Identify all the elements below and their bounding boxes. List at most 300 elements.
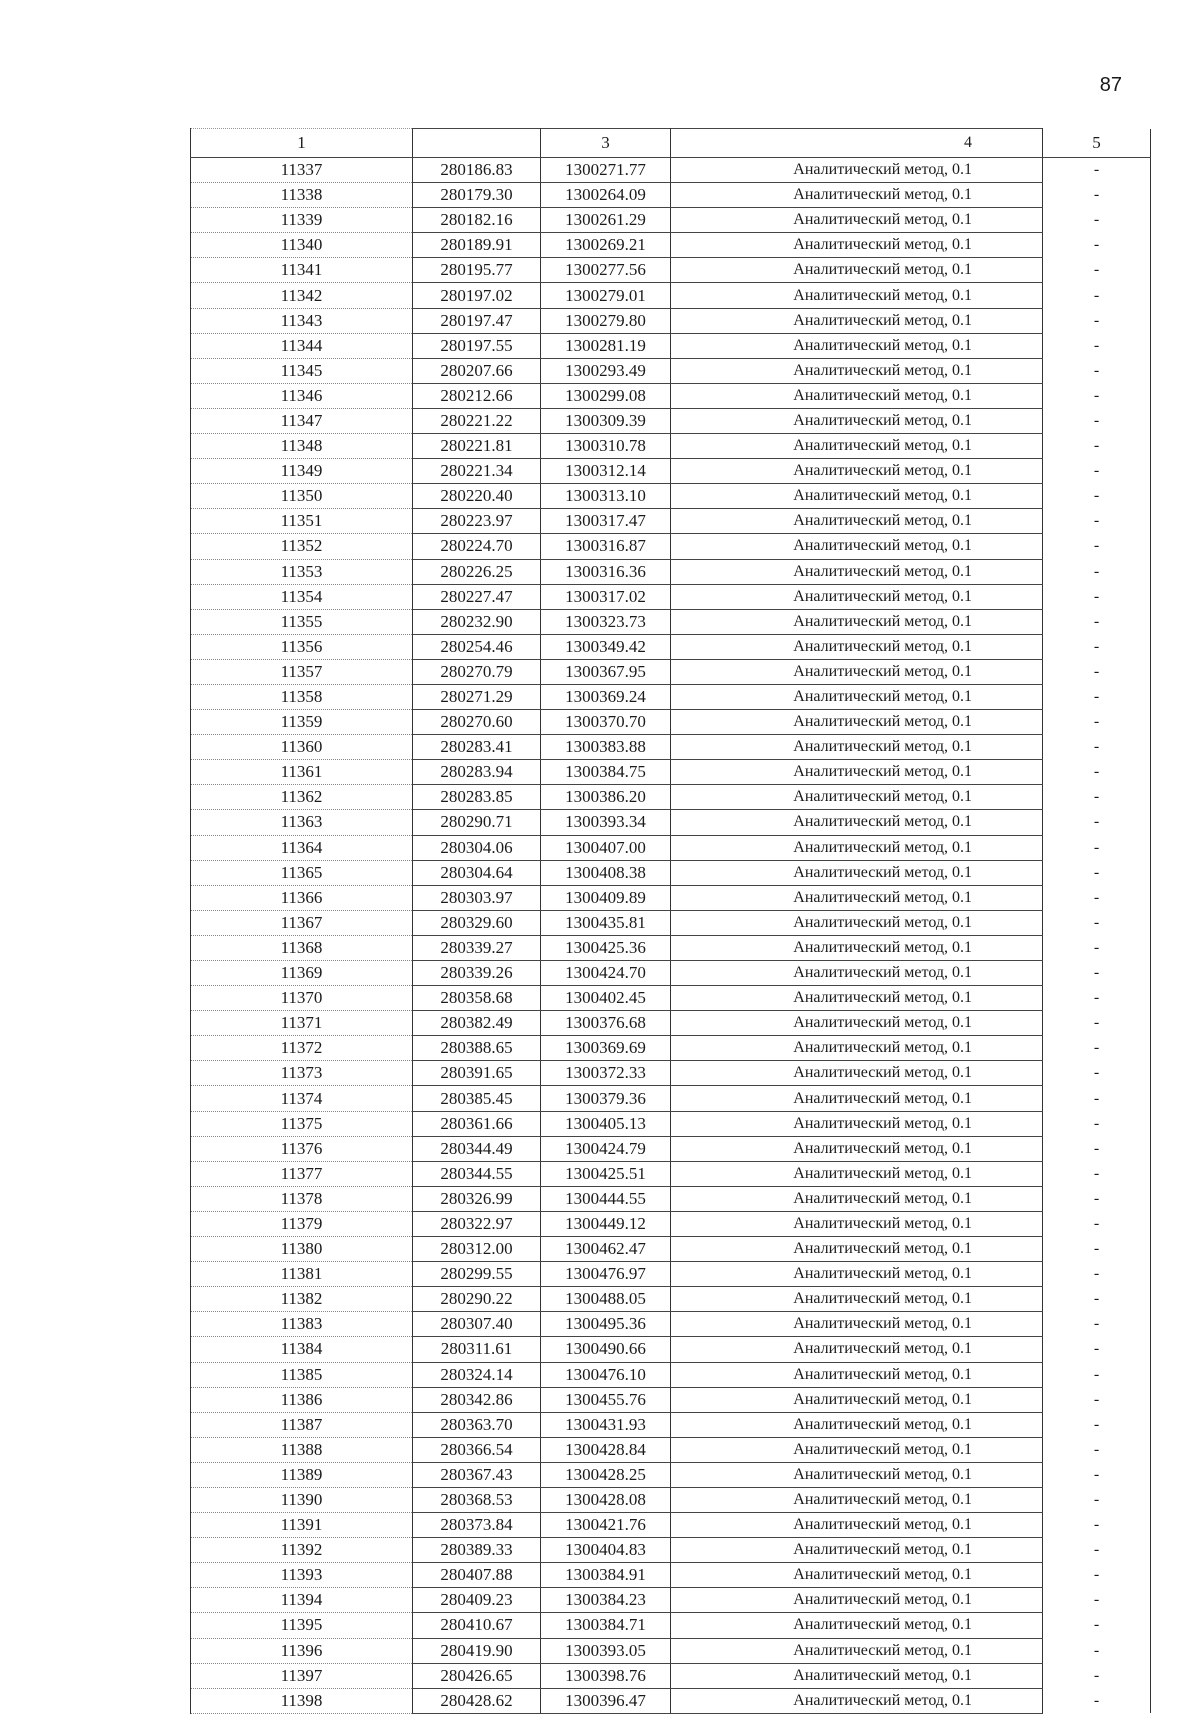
cell-note: - <box>1043 1487 1151 1512</box>
cell-coordinate-y: 1300449.12 <box>541 1211 671 1236</box>
cell-coordinate-x: 280324.14 <box>413 1362 541 1387</box>
cell-coordinate-y: 1300476.10 <box>541 1362 671 1387</box>
cell-note: - <box>1043 233 1151 258</box>
table-row <box>191 1513 1151 1538</box>
cell-coordinate-y: 1300349.42 <box>541 634 671 659</box>
table-row <box>191 1437 1151 1462</box>
cell-method-accuracy: Аналитический метод, 0.1 <box>671 408 1043 433</box>
cell-coordinate-y: 1300490.66 <box>541 1337 671 1362</box>
cell-point-number: 11354 <box>191 584 413 609</box>
cell-coordinate-y: 1300408.38 <box>541 860 671 885</box>
table-row <box>191 1287 1151 1312</box>
cell-coordinate-x: 280311.61 <box>413 1337 541 1362</box>
cell-method-accuracy: Аналитический метод, 0.1 <box>671 158 1043 183</box>
cell-method-accuracy: Аналитический метод, 0.1 <box>671 208 1043 233</box>
table-row <box>191 860 1151 885</box>
table-row <box>191 735 1151 760</box>
cell-coordinate-y: 1300431.93 <box>541 1412 671 1437</box>
cell-coordinate-x: 280367.43 <box>413 1462 541 1487</box>
cell-coordinate-y: 1300279.80 <box>541 308 671 333</box>
cell-point-number: 11378 <box>191 1186 413 1211</box>
table-row <box>191 283 1151 308</box>
cell-note: - <box>1043 408 1151 433</box>
table-row <box>191 208 1151 233</box>
cell-note: - <box>1043 885 1151 910</box>
cell-note: - <box>1043 1362 1151 1387</box>
table-row <box>191 1487 1151 1512</box>
cell-coordinate-x: 280197.55 <box>413 333 541 358</box>
cell-method-accuracy: Аналитический метод, 0.1 <box>671 735 1043 760</box>
cell-method-accuracy: Аналитический метод, 0.1 <box>671 1086 1043 1111</box>
cell-point-number: 11384 <box>191 1337 413 1362</box>
cell-method-accuracy: Аналитический метод, 0.1 <box>671 1287 1043 1312</box>
cell-note: - <box>1043 1437 1151 1462</box>
cell-coordinate-y: 1300444.55 <box>541 1186 671 1211</box>
cell-method-accuracy: Аналитический метод, 0.1 <box>671 383 1043 408</box>
cell-method-accuracy: Аналитический метод, 0.1 <box>671 484 1043 509</box>
table-row <box>191 1638 1151 1663</box>
cell-coordinate-x: 280304.06 <box>413 835 541 860</box>
table-row <box>191 1011 1151 1036</box>
cell-coordinate-y: 1300372.33 <box>541 1061 671 1086</box>
table-row <box>191 1262 1151 1287</box>
cell-method-accuracy: Аналитический метод, 0.1 <box>671 1538 1043 1563</box>
cell-method-accuracy: Аналитический метод, 0.1 <box>671 534 1043 559</box>
cell-coordinate-y: 1300313.10 <box>541 484 671 509</box>
cell-coordinate-x: 280389.33 <box>413 1538 541 1563</box>
cell-note: - <box>1043 634 1151 659</box>
cell-coordinate-x: 280339.26 <box>413 961 541 986</box>
cell-coordinate-y: 1300462.47 <box>541 1237 671 1262</box>
table-row <box>191 459 1151 484</box>
cell-point-number: 11364 <box>191 835 413 860</box>
header-col-5: 5 <box>1043 129 1151 158</box>
cell-point-number: 11353 <box>191 559 413 584</box>
cell-method-accuracy: Аналитический метод, 0.1 <box>671 1362 1043 1387</box>
cell-coordinate-y: 1300316.36 <box>541 559 671 584</box>
cell-coordinate-x: 280303.97 <box>413 885 541 910</box>
cell-coordinate-x: 280299.55 <box>413 1262 541 1287</box>
table-row <box>191 659 1151 684</box>
cell-point-number: 11394 <box>191 1588 413 1613</box>
cell-coordinate-y: 1300277.56 <box>541 258 671 283</box>
cell-method-accuracy: Аналитический метод, 0.1 <box>671 1161 1043 1186</box>
table-row <box>191 1462 1151 1487</box>
cell-coordinate-y: 1300299.08 <box>541 383 671 408</box>
table-row <box>191 258 1151 283</box>
cell-coordinate-x: 280283.94 <box>413 760 541 785</box>
cell-coordinate-x: 280221.22 <box>413 408 541 433</box>
cell-method-accuracy: Аналитический метод, 0.1 <box>671 1186 1043 1211</box>
table-row <box>191 308 1151 333</box>
table-row <box>191 1588 1151 1613</box>
cell-method-accuracy: Аналитический метод, 0.1 <box>671 710 1043 735</box>
cell-coordinate-x: 280186.83 <box>413 158 541 183</box>
cell-coordinate-x: 280179.30 <box>413 183 541 208</box>
cell-coordinate-y: 1300386.20 <box>541 785 671 810</box>
cell-point-number: 11373 <box>191 1061 413 1086</box>
cell-coordinate-x: 280212.66 <box>413 383 541 408</box>
cell-note: - <box>1043 333 1151 358</box>
cell-method-accuracy: Аналитический метод, 0.1 <box>671 333 1043 358</box>
cell-point-number: 11341 <box>191 258 413 283</box>
cell-coordinate-y: 1300379.36 <box>541 1086 671 1111</box>
cell-coordinate-x: 280322.97 <box>413 1211 541 1236</box>
cell-coordinate-y: 1300383.88 <box>541 735 671 760</box>
cell-note: - <box>1043 1588 1151 1613</box>
cell-note: - <box>1043 534 1151 559</box>
cell-coordinate-y: 1300384.71 <box>541 1613 671 1638</box>
cell-note: - <box>1043 484 1151 509</box>
cell-point-number: 11382 <box>191 1287 413 1312</box>
cell-coordinate-x: 280391.65 <box>413 1061 541 1086</box>
table-row <box>191 760 1151 785</box>
cell-coordinate-x: 280307.40 <box>413 1312 541 1337</box>
cell-point-number: 11363 <box>191 810 413 835</box>
cell-note: - <box>1043 509 1151 534</box>
table-row <box>191 609 1151 634</box>
cell-coordinate-y: 1300495.36 <box>541 1312 671 1337</box>
cell-coordinate-y: 1300323.73 <box>541 609 671 634</box>
cell-method-accuracy: Аналитический метод, 0.1 <box>671 584 1043 609</box>
cell-coordinate-x: 280232.90 <box>413 609 541 634</box>
cell-note: - <box>1043 1462 1151 1487</box>
cell-method-accuracy: Аналитический метод, 0.1 <box>671 1262 1043 1287</box>
header-col-3: 3 <box>541 129 671 158</box>
cell-coordinate-x: 280344.55 <box>413 1161 541 1186</box>
cell-coordinate-y: 1300316.87 <box>541 534 671 559</box>
table-row <box>191 1111 1151 1136</box>
cell-coordinate-y: 1300367.95 <box>541 659 671 684</box>
cell-coordinate-y: 1300312.14 <box>541 459 671 484</box>
cell-point-number: 11362 <box>191 785 413 810</box>
table-row <box>191 1136 1151 1161</box>
cell-method-accuracy: Аналитический метод, 0.1 <box>671 885 1043 910</box>
cell-note: - <box>1043 1337 1151 1362</box>
cell-point-number: 11343 <box>191 308 413 333</box>
cell-coordinate-y: 1300455.76 <box>541 1387 671 1412</box>
cell-point-number: 11350 <box>191 484 413 509</box>
cell-point-number: 11358 <box>191 684 413 709</box>
cell-method-accuracy: Аналитический метод, 0.1 <box>671 1588 1043 1613</box>
cell-point-number: 11383 <box>191 1312 413 1337</box>
table-row <box>191 509 1151 534</box>
cell-note: - <box>1043 1011 1151 1036</box>
cell-coordinate-x: 280283.85 <box>413 785 541 810</box>
cell-point-number: 11396 <box>191 1638 413 1663</box>
table-row <box>191 935 1151 960</box>
cell-coordinate-y: 1300425.51 <box>541 1161 671 1186</box>
cell-method-accuracy: Аналитический метод, 0.1 <box>671 1036 1043 1061</box>
cell-point-number: 11371 <box>191 1011 413 1036</box>
cell-method-accuracy: Аналитический метод, 0.1 <box>671 1638 1043 1663</box>
cell-point-number: 11379 <box>191 1211 413 1236</box>
cell-coordinate-x: 280197.47 <box>413 308 541 333</box>
table-row <box>191 986 1151 1011</box>
cell-coordinate-x: 280407.88 <box>413 1563 541 1588</box>
cell-coordinate-x: 280373.84 <box>413 1513 541 1538</box>
cell-coordinate-x: 280254.46 <box>413 634 541 659</box>
cell-note: - <box>1043 1538 1151 1563</box>
table-row <box>191 910 1151 935</box>
cell-method-accuracy: Аналитический метод, 0.1 <box>671 559 1043 584</box>
cell-coordinate-x: 280326.99 <box>413 1186 541 1211</box>
cell-coordinate-x: 280312.00 <box>413 1237 541 1262</box>
cell-coordinate-y: 1300398.76 <box>541 1663 671 1688</box>
table-row <box>191 559 1151 584</box>
cell-method-accuracy: Аналитический метод, 0.1 <box>671 233 1043 258</box>
table-row <box>191 1412 1151 1437</box>
cell-method-accuracy: Аналитический метод, 0.1 <box>671 860 1043 885</box>
table-header <box>191 129 1151 158</box>
cell-point-number: 11367 <box>191 910 413 935</box>
cell-method-accuracy: Аналитический метод, 0.1 <box>671 1111 1043 1136</box>
cell-point-number: 11355 <box>191 609 413 634</box>
cell-method-accuracy: Аналитический метод, 0.1 <box>671 1136 1043 1161</box>
cell-method-accuracy: Аналитический метод, 0.1 <box>671 609 1043 634</box>
cell-coordinate-x: 280220.40 <box>413 484 541 509</box>
cell-coordinate-y: 1300393.05 <box>541 1638 671 1663</box>
cell-point-number: 11365 <box>191 860 413 885</box>
cell-point-number: 11397 <box>191 1663 413 1688</box>
cell-coordinate-x: 280197.02 <box>413 283 541 308</box>
cell-note: - <box>1043 986 1151 1011</box>
cell-coordinate-y: 1300384.75 <box>541 760 671 785</box>
cell-coordinate-y: 1300428.08 <box>541 1487 671 1512</box>
table-row <box>191 1688 1151 1713</box>
cell-point-number: 11381 <box>191 1262 413 1287</box>
cell-method-accuracy: Аналитический метод, 0.1 <box>671 810 1043 835</box>
cell-note: - <box>1043 559 1151 584</box>
header-row <box>191 129 1151 158</box>
table-row <box>191 383 1151 408</box>
cell-note: - <box>1043 383 1151 408</box>
cell-note: - <box>1043 735 1151 760</box>
table-row <box>191 158 1151 183</box>
cell-note: - <box>1043 1513 1151 1538</box>
cell-method-accuracy: Аналитический метод, 0.1 <box>671 1663 1043 1688</box>
cell-point-number: 11339 <box>191 208 413 233</box>
cell-method-accuracy: Аналитический метод, 0.1 <box>671 308 1043 333</box>
cell-note: - <box>1043 935 1151 960</box>
cell-coordinate-y: 1300488.05 <box>541 1287 671 1312</box>
table-row <box>191 1086 1151 1111</box>
table-row <box>191 434 1151 459</box>
cell-note: - <box>1043 434 1151 459</box>
page-number: 87 <box>1099 74 1122 96</box>
table-row <box>191 785 1151 810</box>
cell-coordinate-x: 280283.41 <box>413 735 541 760</box>
cell-method-accuracy: Аналитический метод, 0.1 <box>671 1487 1043 1512</box>
cell-method-accuracy: Аналитический метод, 0.1 <box>671 835 1043 860</box>
cell-method-accuracy: Аналитический метод, 0.1 <box>671 1462 1043 1487</box>
cell-point-number: 11380 <box>191 1237 413 1262</box>
cell-note: - <box>1043 1412 1151 1437</box>
cell-coordinate-x: 280227.47 <box>413 584 541 609</box>
cell-coordinate-x: 280339.27 <box>413 935 541 960</box>
cell-coordinate-y: 1300317.02 <box>541 584 671 609</box>
cell-note: - <box>1043 609 1151 634</box>
cell-note: - <box>1043 810 1151 835</box>
cell-coordinate-y: 1300476.97 <box>541 1262 671 1287</box>
cell-point-number: 11342 <box>191 283 413 308</box>
cell-point-number: 11338 <box>191 183 413 208</box>
cell-coordinate-x: 280304.64 <box>413 860 541 885</box>
cell-point-number: 11389 <box>191 1462 413 1487</box>
cell-point-number: 11360 <box>191 735 413 760</box>
cell-method-accuracy: Аналитический метод, 0.1 <box>671 1237 1043 1262</box>
cell-method-accuracy: Аналитический метод, 0.1 <box>671 1337 1043 1362</box>
cell-method-accuracy: Аналитический метод, 0.1 <box>671 434 1043 459</box>
cell-method-accuracy: Аналитический метод, 0.1 <box>671 1688 1043 1713</box>
table-row <box>191 1186 1151 1211</box>
cell-coordinate-x: 280426.65 <box>413 1663 541 1688</box>
cell-note: - <box>1043 835 1151 860</box>
cell-coordinate-y: 1300317.47 <box>541 509 671 534</box>
cell-note: - <box>1043 1663 1151 1688</box>
cell-coordinate-y: 1300293.49 <box>541 358 671 383</box>
cell-note: - <box>1043 1387 1151 1412</box>
cell-coordinate-y: 1300269.21 <box>541 233 671 258</box>
cell-coordinate-y: 1300435.81 <box>541 910 671 935</box>
cell-note: - <box>1043 1211 1151 1236</box>
cell-coordinate-y: 1300396.47 <box>541 1688 671 1713</box>
cell-method-accuracy: Аналитический метод, 0.1 <box>671 459 1043 484</box>
cell-coordinate-x: 280428.62 <box>413 1688 541 1713</box>
cell-note: - <box>1043 1563 1151 1588</box>
cell-coordinate-x: 280224.70 <box>413 534 541 559</box>
cell-note: - <box>1043 1262 1151 1287</box>
cell-note: - <box>1043 910 1151 935</box>
cell-point-number: 11369 <box>191 961 413 986</box>
cell-coordinate-y: 1300279.01 <box>541 283 671 308</box>
cell-coordinate-y: 1300384.23 <box>541 1588 671 1613</box>
cell-coordinate-y: 1300424.70 <box>541 961 671 986</box>
cell-point-number: 11337 <box>191 158 413 183</box>
cell-coordinate-x: 280329.60 <box>413 910 541 935</box>
coordinates-table-container <box>190 128 1150 1714</box>
cell-coordinate-x: 280221.81 <box>413 434 541 459</box>
cell-coordinate-y: 1300309.39 <box>541 408 671 433</box>
cell-note: - <box>1043 1161 1151 1186</box>
cell-point-number: 11372 <box>191 1036 413 1061</box>
cell-method-accuracy: Аналитический метод, 0.1 <box>671 935 1043 960</box>
cell-coordinate-x: 280419.90 <box>413 1638 541 1663</box>
cell-coordinate-y: 1300425.36 <box>541 935 671 960</box>
table-row <box>191 233 1151 258</box>
cell-coordinate-x: 280195.77 <box>413 258 541 283</box>
cell-coordinate-x: 280290.22 <box>413 1287 541 1312</box>
cell-coordinate-y: 1300384.91 <box>541 1563 671 1588</box>
cell-method-accuracy: Аналитический метод, 0.1 <box>671 1412 1043 1437</box>
table-row <box>191 810 1151 835</box>
cell-point-number: 11349 <box>191 459 413 484</box>
cell-note: - <box>1043 459 1151 484</box>
cell-point-number: 11376 <box>191 1136 413 1161</box>
cell-note: - <box>1043 1638 1151 1663</box>
table-row <box>191 1061 1151 1086</box>
cell-point-number: 11348 <box>191 434 413 459</box>
header-col-4: 4 <box>671 129 1043 158</box>
table-row <box>191 584 1151 609</box>
cell-coordinate-x: 280221.34 <box>413 459 541 484</box>
cell-note: - <box>1043 1136 1151 1161</box>
cell-coordinate-y: 1300264.09 <box>541 183 671 208</box>
cell-note: - <box>1043 684 1151 709</box>
table-body <box>191 158 1151 1714</box>
table-row <box>191 183 1151 208</box>
cell-note: - <box>1043 158 1151 183</box>
cell-method-accuracy: Аналитический метод, 0.1 <box>671 258 1043 283</box>
cell-point-number: 11352 <box>191 534 413 559</box>
table-row <box>191 835 1151 860</box>
cell-coordinate-y: 1300310.78 <box>541 434 671 459</box>
cell-point-number: 11356 <box>191 634 413 659</box>
cell-point-number: 11387 <box>191 1412 413 1437</box>
table-row <box>191 710 1151 735</box>
table-row <box>191 1563 1151 1588</box>
cell-method-accuracy: Аналитический метод, 0.1 <box>671 1211 1043 1236</box>
header-col-2 <box>413 129 541 158</box>
cell-coordinate-x: 280207.66 <box>413 358 541 383</box>
cell-method-accuracy: Аналитический метод, 0.1 <box>671 961 1043 986</box>
cell-method-accuracy: Аналитический метод, 0.1 <box>671 1513 1043 1538</box>
cell-coordinate-y: 1300421.76 <box>541 1513 671 1538</box>
table-row <box>191 1613 1151 1638</box>
cell-coordinate-y: 1300409.89 <box>541 885 671 910</box>
cell-coordinate-x: 280388.65 <box>413 1036 541 1061</box>
cell-point-number: 11392 <box>191 1538 413 1563</box>
cell-point-number: 11390 <box>191 1487 413 1512</box>
cell-note: - <box>1043 1613 1151 1638</box>
cell-coordinate-y: 1300393.34 <box>541 810 671 835</box>
cell-coordinate-y: 1300424.79 <box>541 1136 671 1161</box>
cell-note: - <box>1043 1061 1151 1086</box>
cell-note: - <box>1043 1237 1151 1262</box>
cell-method-accuracy: Аналитический метод, 0.1 <box>671 634 1043 659</box>
cell-coordinate-y: 1300405.13 <box>541 1111 671 1136</box>
cell-method-accuracy: Аналитический метод, 0.1 <box>671 1061 1043 1086</box>
cell-coordinate-x: 280290.71 <box>413 810 541 835</box>
cell-note: - <box>1043 283 1151 308</box>
cell-note: - <box>1043 1036 1151 1061</box>
cell-method-accuracy: Аналитический метод, 0.1 <box>671 358 1043 383</box>
cell-point-number: 11346 <box>191 383 413 408</box>
table-row <box>191 1663 1151 1688</box>
table-row <box>191 534 1151 559</box>
cell-point-number: 11385 <box>191 1362 413 1387</box>
cell-method-accuracy: Аналитический метод, 0.1 <box>671 986 1043 1011</box>
cell-method-accuracy: Аналитический метод, 0.1 <box>671 760 1043 785</box>
table-row <box>191 333 1151 358</box>
cell-coordinate-x: 280366.54 <box>413 1437 541 1462</box>
cell-method-accuracy: Аналитический метод, 0.1 <box>671 684 1043 709</box>
cell-method-accuracy: Аналитический метод, 0.1 <box>671 183 1043 208</box>
cell-method-accuracy: Аналитический метод, 0.1 <box>671 1011 1043 1036</box>
cell-point-number: 11361 <box>191 760 413 785</box>
table-row <box>191 1387 1151 1412</box>
cell-coordinate-x: 280270.60 <box>413 710 541 735</box>
cell-note: - <box>1043 1186 1151 1211</box>
cell-point-number: 11388 <box>191 1437 413 1462</box>
cell-note: - <box>1043 785 1151 810</box>
cell-note: - <box>1043 710 1151 735</box>
cell-point-number: 11375 <box>191 1111 413 1136</box>
cell-method-accuracy: Аналитический метод, 0.1 <box>671 1312 1043 1337</box>
table-row <box>191 885 1151 910</box>
table-row <box>191 1161 1151 1186</box>
cell-method-accuracy: Аналитический метод, 0.1 <box>671 785 1043 810</box>
